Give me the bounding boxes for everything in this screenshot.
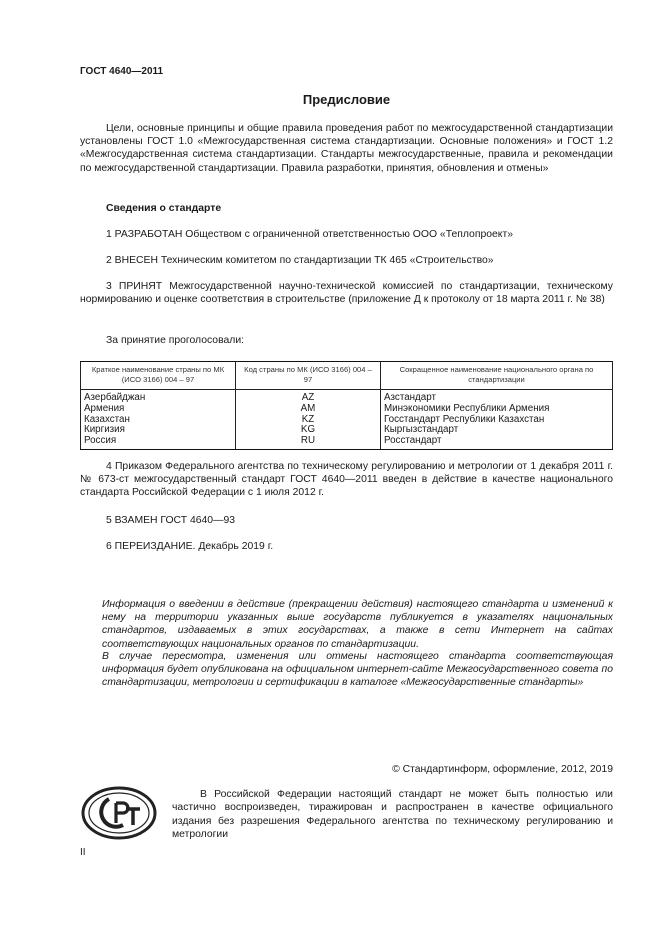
country-cell: Казахстан — [81, 415, 236, 426]
item-developed: 1 РАЗРАБОТАН Обществом с ограниченной ответственностью ООО «Теплопроект» — [106, 229, 513, 240]
table-header-row — [81, 362, 613, 390]
body-cell: Минэкономики Республики Армения — [381, 404, 613, 415]
page-number: II — [80, 847, 86, 858]
table-row — [81, 425, 613, 436]
table-row — [81, 404, 613, 415]
document-header: ГОСТ 4640—2011 — [80, 66, 164, 77]
notice-introduction: Информация о введении в действие (прекращении действия) настоящего стандарта и изменений к нему на территории указанных выше государств публикуется в указателях национальных стандартов, издаваемых в этих государствах, а также в сети Интернет на сайтах соответствующих национальных органов по стандартизации. — [102, 599, 613, 650]
country-cell: Россия — [81, 436, 236, 449]
legal-notice: В Российской Федерации настоящий стандарт не может быть полностью или частично воспроизведен, тиражирован и распространен в качестве официального издания без разрешения Федерального агентства по техническому регулированию и метрологии — [172, 789, 613, 841]
item-introduced: 2 ВНЕСЕН Техническим комитетом по стандартизации ТК 465 «Строительство» — [106, 255, 494, 266]
table-row — [81, 436, 613, 449]
code-cell: AZ — [236, 390, 381, 404]
table-row — [81, 390, 613, 404]
info-heading: Сведения о стандарте — [106, 203, 222, 214]
code-cell: AM — [236, 404, 381, 415]
rst-emblem-icon — [80, 785, 158, 841]
table-header-body: Сокращенное наименование национального органа по стандартизации — [381, 362, 613, 390]
body-cell: Госстандарт Республики Казахстан — [381, 415, 613, 426]
notice-revision: В случае пересмотра, изменения или отмены настоящего стандарта соответствующая информация будет опубликована на официальном интернет-сайте Межгосударственного совета по стандартизации, метрологии и сертификации в каталоге «Межгосударственные стандарты» — [102, 651, 613, 689]
voted-label: За принятие проголосовали: — [106, 335, 245, 346]
country-cell: Киргизия — [81, 425, 236, 436]
intro-paragraph: Цели, основные принципы и общие правила проведения работ по межгосударственной стандартизации установлены ГОСТ 1.0 «Межгосударственная система стандартизации. Основные положения» и ГОСТ 1.2 «Межгосударственная система стандартизации. Стандарты межгосударственные, правила и рекомендации по межгосударственной стандартизации. Правила разработки, принятия, обновления и отмены» — [80, 123, 613, 174]
item-reissue: 6 ПЕРЕИЗДАНИЕ. Декабрь 2019 г. — [106, 541, 274, 552]
table-header-country: Краткое наименование страны по МК (ИСО 3166) 004 – 97 — [81, 362, 236, 390]
country-cell: Азербайджан — [81, 390, 236, 404]
body-cell: Росстандарт — [381, 436, 613, 449]
copyright-line: © Стандартинформ, оформление, 2012, 2019 — [392, 764, 613, 775]
table-header-code: Код страны по МК (ИСО 3166) 004 – 97 — [236, 362, 381, 390]
body-cell: Кыргызстандарт — [381, 425, 613, 436]
voting-table — [80, 361, 613, 450]
gost-r-logo — [80, 785, 158, 841]
item-adopted: 3 ПРИНЯТ Межгосударственной научно-технической комиссией по стандартизации, техническому нормированию и оценке соответствия в строительстве (приложение Д к протоколу от 18 марта 2011 г. № 38) — [80, 281, 613, 306]
item-order: 4 Приказом Федерального агентства по техническому регулированию и метрологии от 1 декабря 2011 г. № 673-ст межгосударственный стандарт ГОСТ 4640—2011 введен в действие в качестве национального стандарта Российской Федерации с 1 июля 2012 г. — [80, 461, 613, 499]
body-cell: Азстандарт — [381, 390, 613, 404]
code-cell: RU — [236, 436, 381, 449]
table-row — [81, 415, 613, 426]
item-replaces: 5 ВЗАМЕН ГОСТ 4640—93 — [106, 515, 236, 526]
code-cell: KG — [236, 425, 381, 436]
country-cell: Армения — [81, 404, 236, 415]
page-title: Предисловие — [302, 92, 391, 107]
code-cell: KZ — [236, 415, 381, 426]
